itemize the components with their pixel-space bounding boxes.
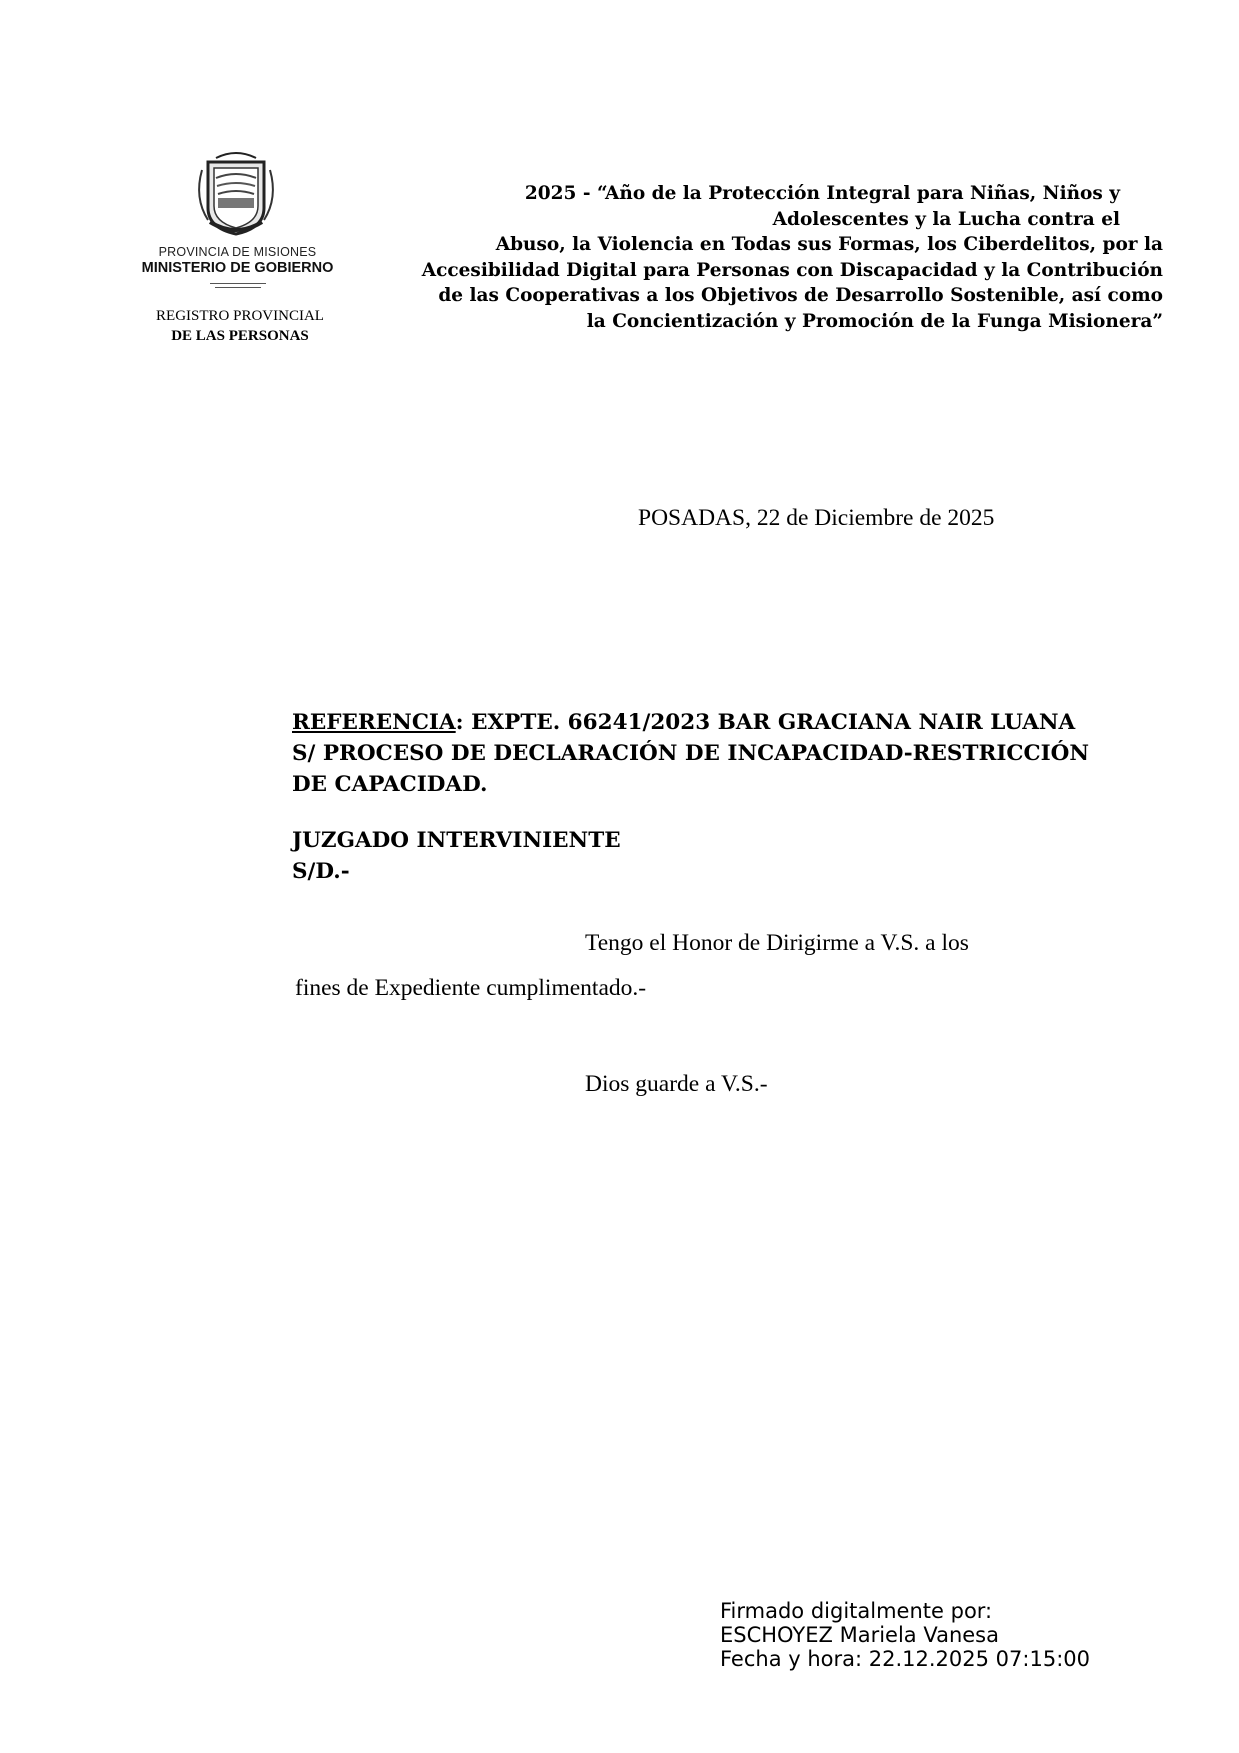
signature-line: Fecha y hora: 22.12.2025 07:15:00	[720, 1647, 1090, 1671]
province-name: PROVINCIA DE MISIONES	[158, 245, 317, 259]
motto-line: Abuso, la Violencia en Todas sus Formas, los Ciberdelitos, por la	[495, 234, 1163, 255]
motto-line: Adolescentes y la Lucha contra el	[772, 208, 1120, 230]
registry-name-line2: DE LAS PERSONAS	[171, 328, 309, 344]
reference-block	[292, 707, 1163, 800]
reference-text: : EXPTE. 66241/2023 BAR GRACIANA NAIR LUANA	[455, 710, 1076, 735]
reference-line: DE CAPACIDAD.	[292, 772, 488, 797]
motto-line: Accesibilidad Digital para Personas con Discapacidad y la Contribución	[421, 259, 1163, 281]
divider	[210, 283, 266, 284]
addressee-line: S/D.-	[292, 859, 350, 884]
registry-name-line1: REGISTRO PROVINCIAL	[156, 308, 324, 324]
year-motto	[380, 181, 1163, 334]
motto-line: 2025 - “Año de la Protección Integral para Niñas, Niños y	[524, 183, 1120, 204]
closing-salutation: Dios guarde a V.S.-	[585, 1071, 768, 1097]
motto-line: la Concientización y Promoción de la Funga Misionera”	[586, 310, 1163, 332]
reference-line: S/ PROCESO DE DECLARACIÓN DE INCAPACIDAD-RESTRICCIÓN	[292, 741, 1090, 766]
signature-line: Firmado digitalmente por:	[720, 1599, 993, 1623]
reference-line	[292, 707, 1163, 738]
motto-line: de las Cooperativas a los Objetivos de Desarrollo Sostenible, así como	[438, 285, 1163, 306]
reference-label: REFERENCIA	[292, 710, 456, 735]
signature-line: ESCHOYEZ Mariela Vanesa	[720, 1623, 999, 1647]
divider	[215, 287, 261, 288]
provincial-seal-icon	[190, 148, 282, 236]
digital-signature	[720, 1599, 1090, 1671]
ministry-name: MINISTERIO DE GOBIERNO	[141, 260, 334, 276]
body-paragraph: Tengo el Honor de Dirigirme a V.S. a los	[585, 930, 969, 956]
body-paragraph-continuation: fines de Expediente cumplimentado.-	[295, 975, 647, 1001]
addressee-block	[292, 825, 621, 887]
document-date: POSADAS, 22 de Diciembre de 2025	[638, 505, 995, 531]
addressee-line: JUZGADO INTERVINIENTE	[292, 828, 621, 853]
